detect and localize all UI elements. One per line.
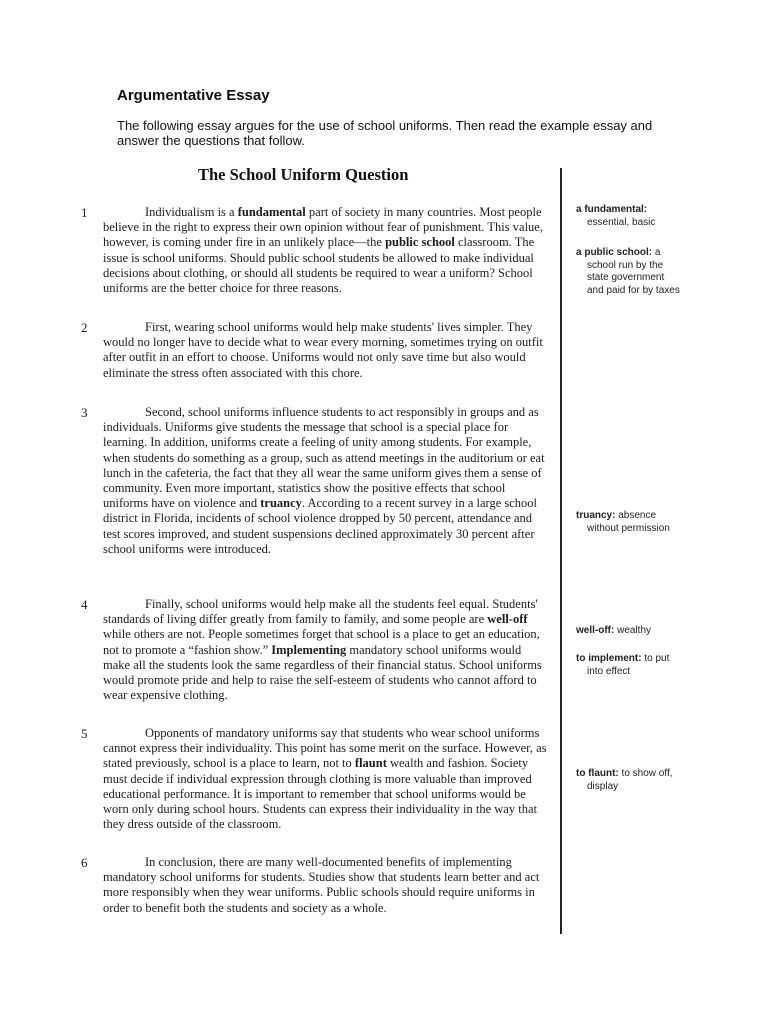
glossary-entry-well-off [576,625,726,638]
glossary-definition: and paid for by taxes [587,284,680,296]
paragraph-text [103,205,551,296]
paragraph-text [103,855,551,916]
glossary-term-highlight: well-off [487,612,528,627]
glossary-definition: essential, basic [587,216,656,228]
glossary-definition: school run by the [587,259,664,271]
paragraph-text [103,726,551,832]
glossary-term-highlight: truancy [260,496,302,511]
glossary-definition: without permission [587,522,670,534]
glossary-definition: absence [615,510,657,521]
paragraph-segment: while others are not. People sometimes forget that school is a place to get an education, not to promote a “fashion show.” [103,627,540,657]
glossary-term: to implement: [576,653,642,664]
glossary-entry-public-school [576,247,726,297]
paragraph-number: 6 [81,855,88,870]
glossary-term: well-off: [576,625,615,636]
margin-divider [560,168,562,934]
paragraph-segment: . According to a recent survey in a large school district in Florida, incidents of school violence dropped by 50 percent, attendance and test scores improved, and student suspensions declined approximately 30 percent after school uniforms were introduced. [103,496,538,556]
glossary-term-highlight: Implementing [271,642,347,657]
glossary-term-highlight: flaunt [354,756,387,771]
glossary-term-highlight: fundamental [237,205,306,219]
paragraph-number: 2 [81,320,88,335]
paragraph-segment: Opponents of mandatory uniforms say that students who wear school uniforms cannot express their individuality. This point has some merit on the surface. However, as stated previously, school is a place to learn, not to [103,726,547,771]
paragraph-segment: Individualism is a [145,205,238,219]
paragraph-number: 3 [81,405,88,420]
glossary-term: a public school: [576,247,653,258]
glossary-definition: wealthy [614,625,652,636]
paragraph-segment: part of society in many countries. Most people believe in the right to express their own opinion without fear of punishment. This value, however, is coming under fire in an unlikely place—the [103,205,543,250]
glossary-entry-flaunt [576,768,726,793]
glossary-entry-fundamental [576,204,726,229]
paragraph-text [103,597,551,703]
paragraph-segment: mandatory school uniforms would make all the students look the same regardless of their financial status. School uniforms would promote pride and help to raise the self-esteem of students who cannot afford to wear expensive clothing. [103,642,542,703]
paragraph-number: 4 [81,597,88,612]
paragraph-segment: First, wearing school uniforms would help make students' lives simpler. They would no longer have to decide what to wear every morning, sometimes trying on outfit after outfit in an effort to choose. Uniforms would not only save time but also would eliminate the stress often associated with this chore. [103,320,543,380]
glossary-term-highlight: public school [385,235,455,250]
glossary-entry-implement [576,653,726,678]
page-heading: Argumentative Essay [117,87,270,104]
paragraph-number: 1 [81,205,88,220]
glossary-term: truancy: [576,510,616,521]
paragraph-segment: Second, school uniforms influence students to act responsibly in groups and as individuals. Uniforms give students the message that school is a special place for learning. In addition, uniforms create a feeling of unity among students. For example, when students do something as a group, such as attend meetings in the auditorium or eat lunch in the cafeteria, the fact that they all wear the same uniform gives them a sense of community. Even more important, statistics show the positive effects that school uniforms have on violence and [103,405,545,511]
glossary-definition: to show off, [618,768,673,779]
glossary-entry-truancy [576,510,726,535]
paragraph-segment: In conclusion, there are many well-documented benefits of implementing mandatory school uniforms for students. Studies show that students learn better and act more responsibly when they wear uniforms. Public schools should require uniforms in order to benefit both the students and society as a whole. [103,855,540,915]
paragraph-segment: Finally, school uniforms would help make all the students feel equal. Students' standards of living differ greatly from family to family, and some people are [103,597,538,627]
paragraph-segment: wealth and fashion. Society must decide if individual expression through clothing is more valuable than improved educational performance. It is important to remember that school uniforms would be worn only during school hours. Students can express their individuality in the way that they dress outside of the classroom. [103,756,537,832]
paragraph-text [103,405,551,557]
glossary-definition: display [587,780,619,792]
glossary-definition: state government [587,272,665,283]
paragraph-text [103,320,551,381]
glossary-term: to flaunt: [576,768,619,779]
glossary-definition: into effect [587,665,631,677]
glossary-term: a fundamental: [576,204,648,215]
glossary-definition: a [652,247,661,258]
glossary-definition: to put [641,653,670,664]
essay-title: The School Uniform Question [198,165,409,184]
paragraph-segment: classroom. The issue is school uniforms. Should public school students be allowed to make individual decisions about clothing, or should all students be required to wear a uniform? School uniforms are the better choice for three reasons. [103,235,535,296]
intro-text: The following essay argues for the use of school uniforms. Then read the example essay and answer the questions that follow. [117,118,653,148]
paragraph-number: 5 [81,726,88,741]
